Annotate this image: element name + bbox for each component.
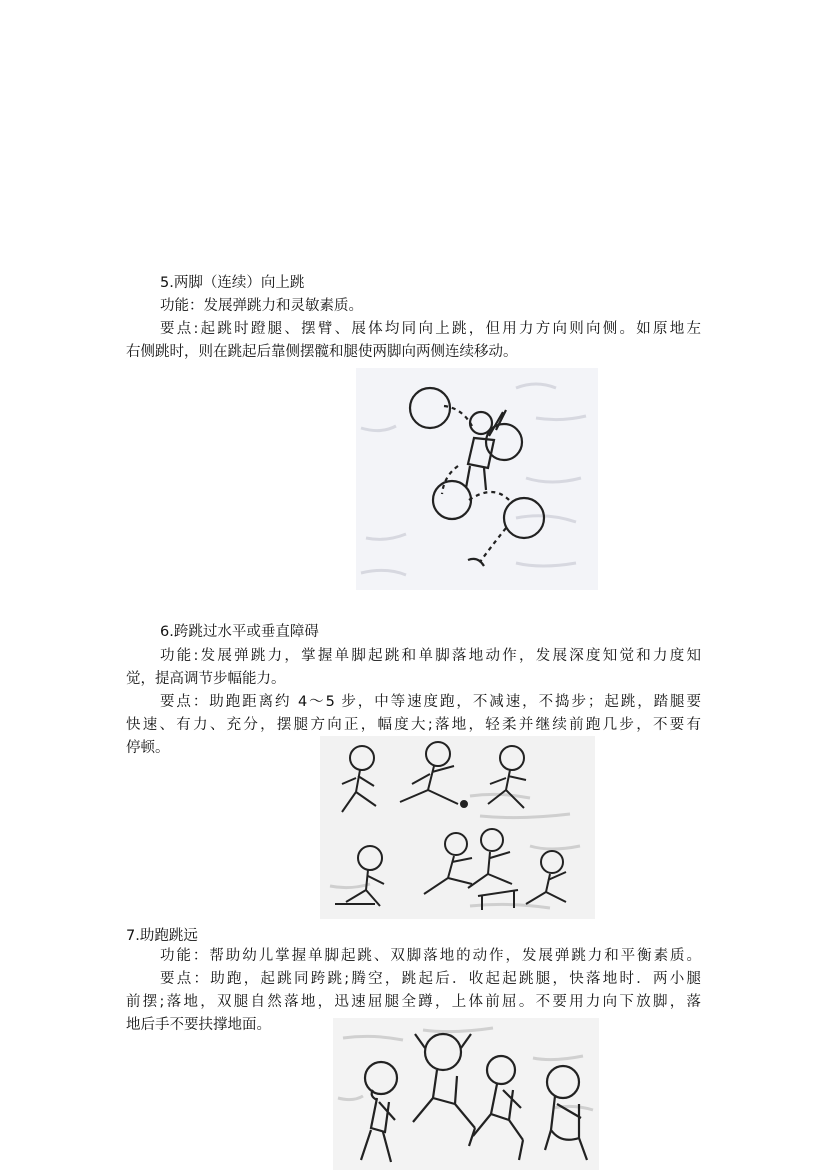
section-7-function: 功能：帮助幼儿掌握单脚起跳、双脚落地的动作，发展弹跳力和平衡素质。 (160, 948, 701, 964)
section-5-heading: 5.两脚（连续）向上跳 (160, 275, 305, 291)
section-5-points-line-1: 要点:起跳时蹬腿、摆臂、展体均同向上跳，但用力方向则向侧。如原地左 (160, 321, 701, 337)
section-7-heading: 7.助跑跳远 (126, 928, 198, 944)
section-7-points-line-2: 前摆;落地，双腿自然落地，迅速屈腿全蹲，上体前屈。不要用力向下放脚，落 (126, 994, 701, 1010)
section-6-points-line-1: 要点：助跑距离约 4～5 步，中等速度跑，不减速，不捣步；起跳，踏腿要 (160, 694, 701, 710)
section-6-points-line-2: 快速、有力、充分，摆腿方向正，幅度大;落地，轻柔并继续前跑几步，不要有 (126, 717, 701, 733)
section-7-points-line-3: 地后手不要扶撑地面。 (126, 1017, 271, 1033)
section-7-points-line-1: 要点：助跑，起跳同跨跳;腾空，跳起后．收起起跳腿，快落地时．两小腿 (160, 971, 701, 987)
section-6-heading: 6.跨跳过水平或垂直障碍 (160, 624, 319, 640)
figure-running-long-jump (333, 1018, 599, 1170)
section-5-function: 功能：发展弹跳力和灵敏素质。 (160, 298, 363, 314)
section-6-function-line-1: 功能:发展弹跳力，掌握单脚起跳和单脚落地动作，发展深度知觉和力度知 (160, 648, 701, 664)
section-6-function-line-2: 觉，提高调节步幅能力。 (126, 671, 286, 687)
figure-two-foot-jump (356, 368, 598, 590)
figure-hurdle-leap (320, 736, 595, 919)
section-5-points-line-2: 右侧跳时，则在跳起后靠侧摆髋和腿使两脚向两侧连续移动。 (126, 344, 518, 360)
section-6-points-line-3: 停顿。 (126, 740, 170, 756)
